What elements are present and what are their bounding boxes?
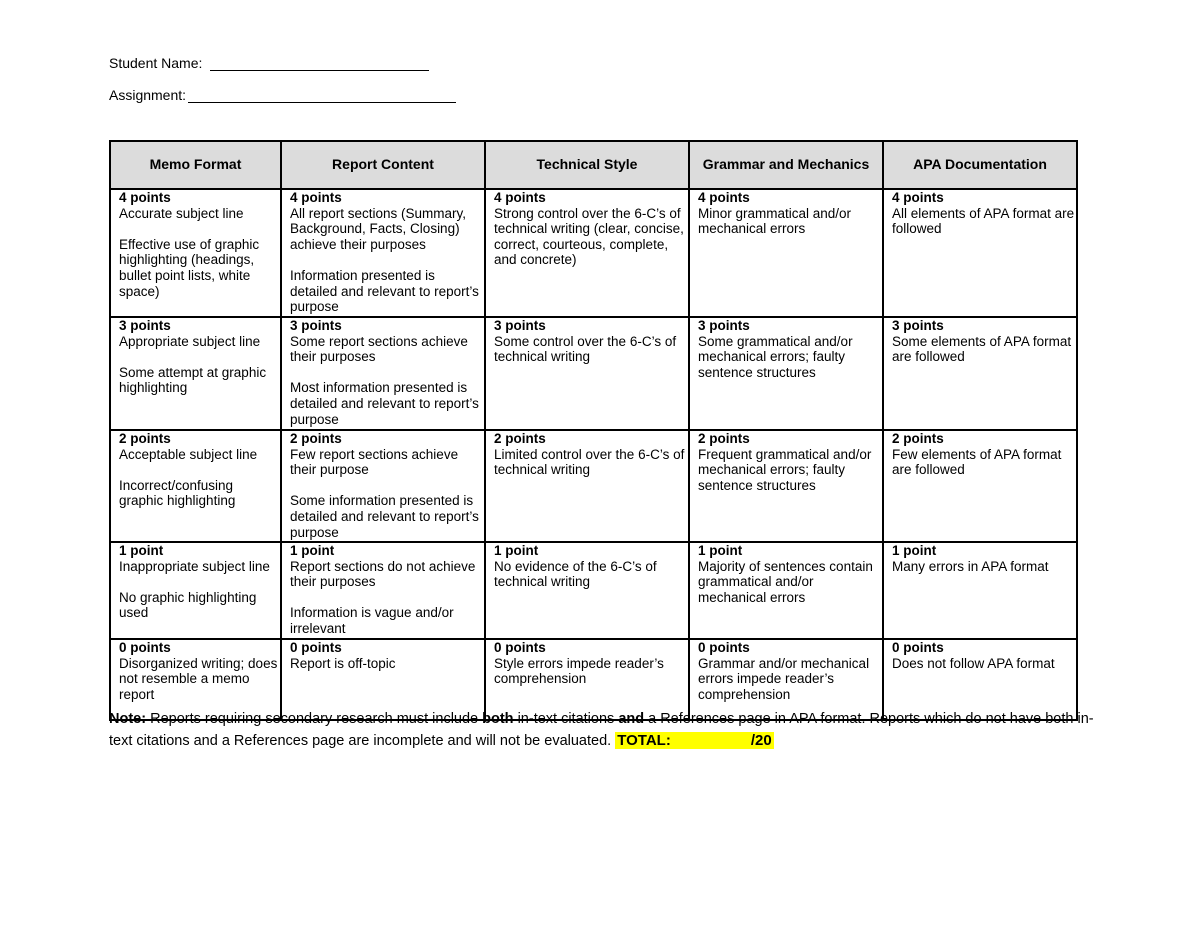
criterion-text: Grammar and/or mechanical errors impede reader’s comprehension	[698, 655, 870, 702]
rubric-cell	[883, 430, 1077, 542]
points-label: 3 points	[119, 318, 171, 333]
note-text-2: in-text citations	[513, 711, 619, 727]
column-header: Report Content	[281, 141, 485, 189]
criterion-text: All report sections (Summary, Background, Facts, Closing) achieve their purposes	[290, 205, 467, 252]
rubric-cell	[281, 430, 485, 542]
criterion-text: Some attempt at graphic highlighting	[119, 364, 267, 396]
rubric-header-row	[110, 141, 1077, 189]
criterion-text: No graphic highlighting used	[119, 589, 257, 621]
points-label: 1 point	[892, 543, 937, 558]
assignment-blank	[188, 90, 456, 103]
criterion-text: Minor grammatical and/or mechanical errors	[698, 205, 852, 237]
criterion-text: Some control over the 6-C’s of technical writing	[494, 333, 677, 365]
rubric-cell	[485, 639, 689, 720]
rubric-cell	[883, 189, 1077, 317]
rubric-cell	[110, 639, 281, 720]
assignment-field	[109, 87, 456, 103]
criterion-text: Report sections do not achieve their purposes	[290, 558, 476, 590]
rubric-cell	[485, 317, 689, 430]
criterion-text: Style errors impede reader’s comprehension	[494, 655, 664, 687]
rubric-cell	[883, 542, 1077, 639]
points-label: 4 points	[698, 190, 750, 205]
column-header: APA Documentation	[883, 141, 1077, 189]
rubric-cell	[485, 430, 689, 542]
rubric-cell	[281, 542, 485, 639]
points-label: 2 points	[119, 431, 171, 446]
points-label: 4 points	[119, 190, 171, 205]
points-label: 0 points	[698, 640, 750, 655]
points-label: 3 points	[494, 318, 546, 333]
rubric-cell	[485, 542, 689, 639]
points-label: 1 point	[119, 543, 164, 558]
criterion-text: Inappropriate subject line	[119, 558, 270, 574]
rubric-table	[109, 140, 1078, 721]
rubric-cell	[110, 189, 281, 317]
rubric-cell	[281, 189, 485, 317]
criterion-text: Strong control over the 6-C’s of technical writing (clear, concise, correct, courteous, complete, and concrete)	[494, 205, 684, 268]
points-label: 2 points	[892, 431, 944, 446]
points-label: 2 points	[698, 431, 750, 446]
student-name-label: Student Name:	[109, 55, 203, 71]
points-label: 4 points	[892, 190, 944, 205]
rubric-cell	[110, 317, 281, 430]
points-label: 4 points	[494, 190, 546, 205]
criterion-text: Majority of sentences contain grammatical and/or mechanical errors	[698, 558, 873, 605]
rubric-cell	[281, 639, 485, 720]
points-label: 1 point	[494, 543, 539, 558]
criterion-text: Information presented is detailed and relevant to report’s purpose	[290, 267, 479, 315]
points-label: 0 points	[494, 640, 546, 655]
criterion-text: Most information presented is detailed and relevant to report’s purpose	[290, 380, 479, 427]
criterion-text: Accurate subject line	[119, 205, 244, 221]
rubric-cell	[689, 430, 883, 542]
total-value: /20	[750, 732, 772, 749]
points-label: 3 points	[290, 318, 342, 333]
criterion-text: Acceptable subject line	[119, 446, 258, 462]
points-label: 2 points	[494, 431, 546, 446]
column-header: Memo Format	[110, 141, 281, 189]
points-label: 3 points	[892, 318, 944, 333]
rubric-cell	[689, 189, 883, 317]
criterion-text: Incorrect/confusing graphic highlighting	[119, 477, 236, 509]
criterion-text: Some report sections achieve their purposes	[290, 333, 468, 365]
points-label: 1 point	[698, 543, 743, 558]
rubric-cell	[281, 317, 485, 430]
points-label: 2 points	[290, 431, 342, 446]
criterion-text: Many errors in APA format	[892, 558, 1049, 574]
rubric-row	[110, 430, 1077, 542]
rubric-cell	[689, 317, 883, 430]
criterion-text: Some elements of APA format are followed	[892, 333, 1072, 365]
points-label: 4 points	[290, 190, 342, 205]
rubric-cell	[110, 430, 281, 542]
criterion-text: Information is vague and/or irrelevant	[290, 605, 454, 636]
note-text-3: a References page in APA format. Reports which do not have both in-text citations and a References page are incomplete and will not be evaluated.	[109, 711, 1094, 749]
criterion-text: Appropriate subject line	[119, 333, 261, 349]
criterion-text: All elements of APA format are followed	[892, 205, 1075, 237]
column-header: Technical Style	[485, 141, 689, 189]
rubric-cell	[485, 189, 689, 317]
evaluation-note	[109, 709, 1094, 752]
rubric-cell	[110, 542, 281, 639]
points-label: 0 points	[892, 640, 944, 655]
student-name-blank	[210, 58, 429, 71]
criterion-text: Some grammatical and/or mechanical errors; faulty sentence structures	[698, 333, 853, 380]
criterion-text: Disorganized writing; does not resemble a memo report	[119, 655, 278, 702]
criterion-text: Few elements of APA format are followed	[892, 446, 1062, 478]
criterion-text: Does not follow APA format	[892, 655, 1055, 671]
criterion-text: Effective use of graphic highlighting (headings, bullet point lists, white space)	[119, 236, 260, 299]
rubric-row	[110, 317, 1077, 430]
total-label: TOTAL:	[617, 732, 671, 749]
points-label: 3 points	[698, 318, 750, 333]
rubric-cell	[883, 317, 1077, 430]
rubric-cell	[689, 639, 883, 720]
student-name-field	[109, 55, 429, 71]
rubric-row	[110, 189, 1077, 317]
assignment-label: Assignment:	[109, 87, 187, 103]
criterion-text: Report is off-topic	[290, 655, 396, 671]
rubric-row	[110, 639, 1077, 720]
note-and: and	[618, 711, 645, 727]
rubric-row	[110, 542, 1077, 639]
criterion-text: Few report sections achieve their purpose	[290, 446, 459, 478]
note-text-1: Reports requiring secondary research must include	[146, 711, 483, 727]
note-both: both	[482, 711, 514, 727]
criterion-text: Limited control over the 6-C’s of technical writing	[494, 446, 685, 478]
criterion-text: No evidence of the 6-C’s of technical writing	[494, 558, 657, 590]
criterion-text: Frequent grammatical and/or mechanical errors; faulty sentence structures	[698, 446, 872, 493]
note-label: Note:	[109, 711, 147, 727]
points-label: 0 points	[119, 640, 171, 655]
rubric-cell	[689, 542, 883, 639]
column-header: Grammar and Mechanics	[689, 141, 883, 189]
rubric-cell	[883, 639, 1077, 720]
total-score	[615, 732, 773, 749]
criterion-text: Some information presented is detailed and relevant to report’s purpose	[290, 493, 479, 540]
points-label: 1 point	[290, 543, 335, 558]
points-label: 0 points	[290, 640, 342, 655]
